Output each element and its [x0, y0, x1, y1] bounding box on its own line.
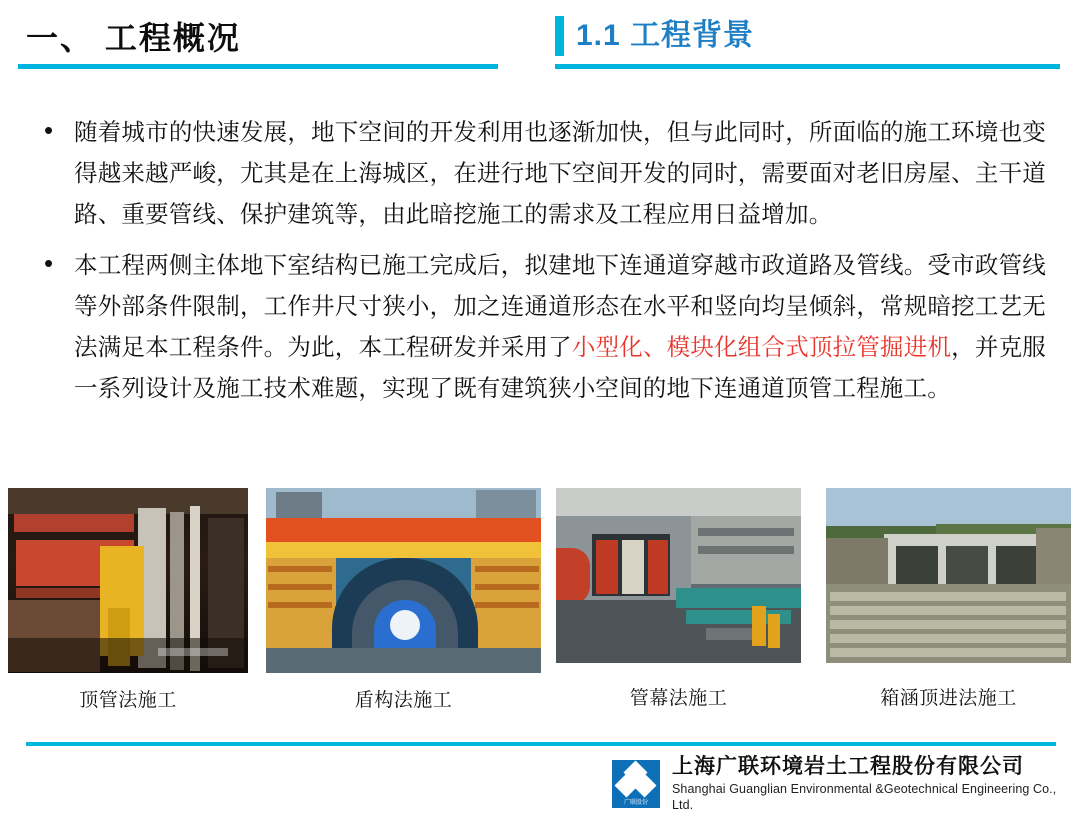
photo-cell-2: [266, 488, 541, 712]
company-brand: [612, 754, 1080, 814]
company-name-cn: 上海广联环境岩土工程股份有限公司: [672, 755, 1024, 778]
photo-gallery: [0, 488, 1080, 718]
photo-cell-3: [556, 488, 801, 710]
subsection-accent-bar: [555, 16, 564, 56]
subsection-title-underline: [555, 64, 1060, 69]
page-title: 一、 工程概况: [26, 20, 241, 56]
subsection-label: 工程背景: [630, 19, 755, 52]
logo-text: 广联股份: [623, 799, 648, 806]
company-name-en: Shanghai Guanglian Environmental &Geotechnical Engineering Co., Ltd.: [672, 782, 1057, 812]
bullet-text-2a: 本工程两侧主体地下室结构已施工完成后，拟建地下连通道穿越市政道路及管线。受市政管线等外部条件限制，工作井尺寸狭小，加之连通道形态在水平和竖向均呈倾斜，常规暗挖工艺无法满足本工程条件。为此，本工程研发并采用了: [74, 252, 1046, 360]
photo-caption-4: 箱涵顶进法施工: [880, 688, 1017, 709]
bullet-text-2-highlight: 小型化、模块化组合式顶拉管掘进机: [571, 334, 952, 360]
subsection-title-block: [555, 16, 1060, 69]
bullet-list: [0, 112, 1080, 409]
subsection-number: 1.1: [576, 19, 621, 52]
photo-cell-1: [8, 488, 248, 712]
company-logo-icon: [612, 760, 660, 808]
slide-body: [0, 112, 1080, 419]
bullet-item-2: [30, 245, 1046, 409]
photo-caption-1: 顶管法施工: [79, 690, 177, 711]
section-title-underline: [18, 64, 498, 69]
photo-caption-3: 管幕法施工: [629, 688, 728, 709]
footer-divider: [26, 742, 1056, 746]
section-title-block: [18, 18, 508, 69]
subsection-title: [576, 16, 754, 56]
bullet-text-2b: ，并克服一系列设计及施工技术难题，实现了既有建筑狭小空间的地下连通道顶管工程施工。: [74, 334, 1046, 401]
bullet-text-1: 随着城市的快速发展，地下空间的开发利用也逐渐加快，但与此同时，所面临的施工环境也变得越来越严峻，尤其是在上海城区，在进行地下空间开发的同时，需要面对老旧房屋、主干道路、重要管线、保护建筑等，由此暗挖施工的需求及工程应用日益增加。: [74, 119, 1046, 227]
photo-pipe-roof: [556, 488, 801, 663]
slide-header: [0, 0, 1080, 82]
photo-pipe-jacking: [8, 488, 248, 673]
slide-footer: [0, 736, 1080, 810]
bullet-item-1: [30, 112, 1046, 235]
photo-cell-4: [826, 488, 1071, 710]
photo-caption-2: 盾构法施工: [354, 690, 453, 711]
photo-box-culvert-jacking: [826, 488, 1071, 663]
photo-shield-tunneling: [266, 488, 541, 673]
